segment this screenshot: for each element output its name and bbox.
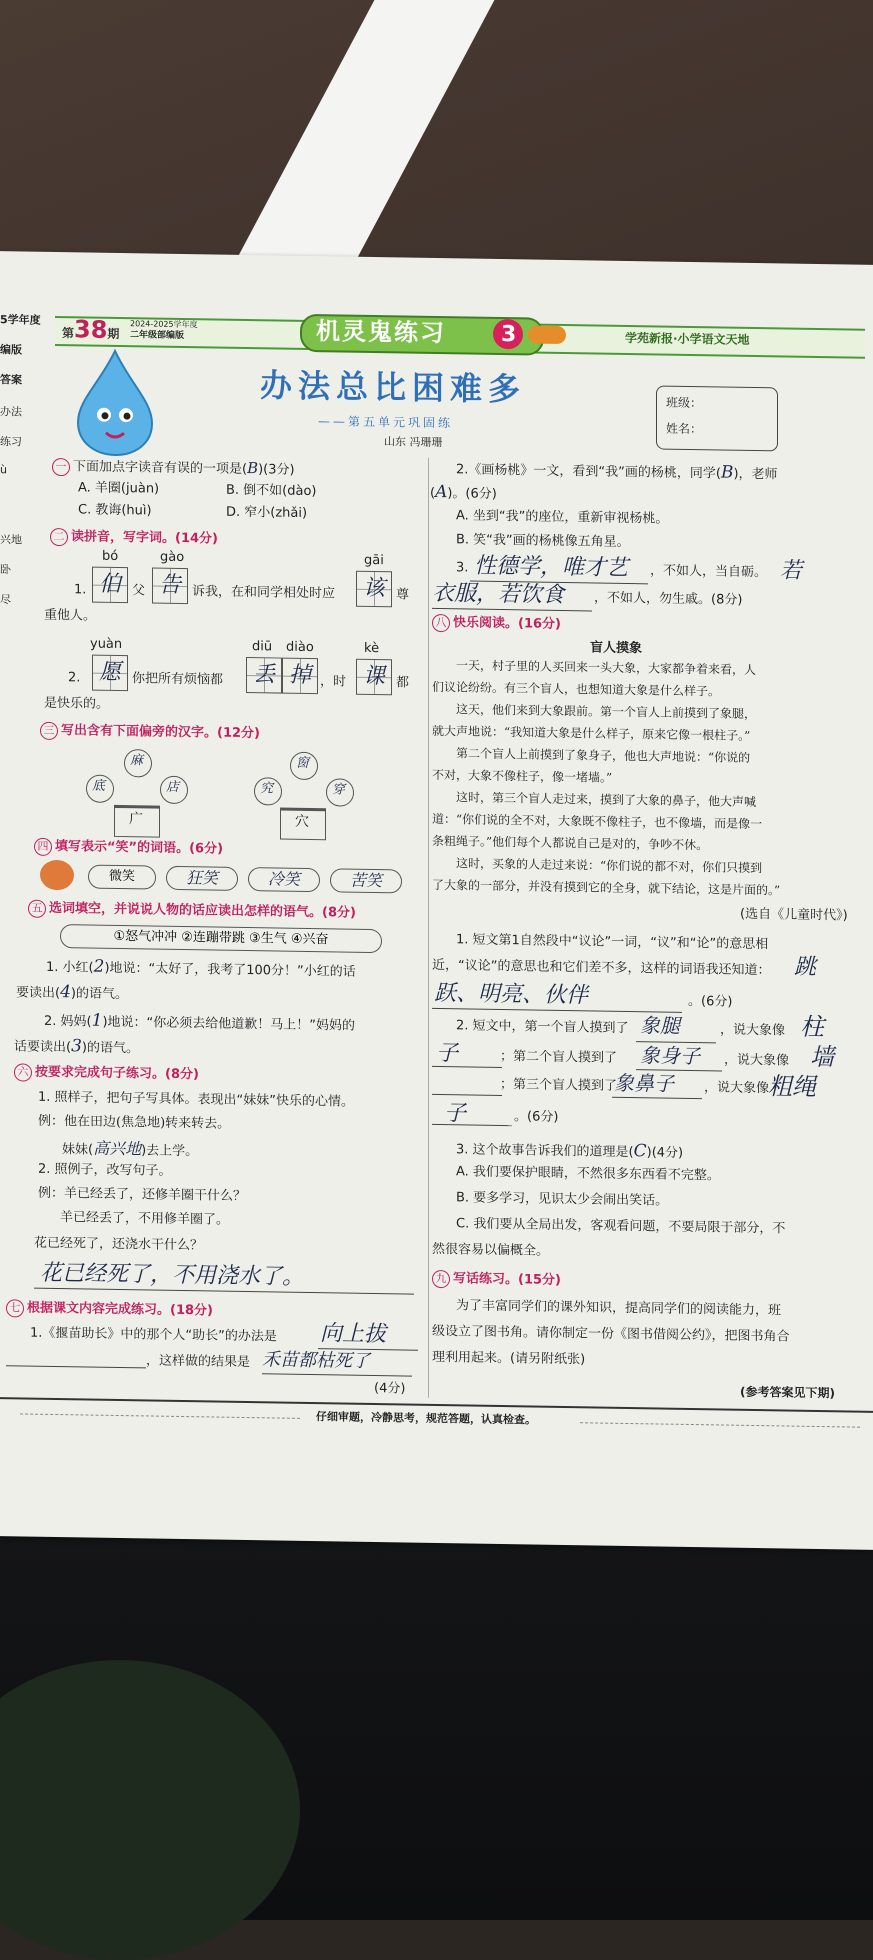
left-edge-fragment: 练习 (0, 435, 22, 449)
q9-number: 九 (432, 1270, 450, 1288)
q8-number: 八 (432, 614, 450, 632)
q1-text: 下面加点字读音有误的一项是( (73, 459, 248, 478)
story-title: 盲人摸象 (590, 640, 643, 657)
q9-l2: 级设立了图书角。请你制定一份《图书借阅公约》，把图书角合 (432, 1323, 790, 1345)
q7-ans1: 向上拔 (320, 1321, 387, 1348)
r3-ans: C (633, 1141, 647, 1162)
q6-ans1-b: 高兴地 (93, 1138, 142, 1159)
q6-text: 按要求完成句子练习。(8分) (35, 1064, 199, 1083)
left-edge-fragment: 编版 (0, 343, 22, 357)
r-q7-3-ans2: 若 (780, 558, 803, 584)
grade-edition: 二年级部编版 (130, 330, 185, 342)
story-line: 们议论纷纷。有三个盲人，也想知道大象是什么样子。 (432, 679, 721, 699)
q1-option-c: C. 教诲(huì) (78, 502, 152, 519)
story-line: 第二个盲人上前摸到了象身子，他也大声地说：“你说的 (456, 746, 751, 765)
q1-number: 一 (52, 458, 70, 476)
r2-ans3: 子 (436, 1040, 459, 1067)
q5-s1b (16, 981, 128, 1004)
r1-end: 。(6分) (688, 993, 733, 1010)
q5-s2b-a: 话要读出( (14, 1039, 72, 1056)
q2-pinyin-diao: diào (286, 639, 314, 656)
worksheet (0, 251, 873, 1550)
q5-s1b-a: 要读出( (16, 985, 61, 1002)
r-opt-a: A. 坐到“我”的座位，重新审视杨桃。 (456, 508, 669, 527)
q6-ans2: 花已经死了，不用浇水了。 (40, 1260, 305, 1290)
left-edge-fragment: ù (0, 463, 7, 477)
q5-s2-a: 2. 妈妈( (44, 1013, 92, 1030)
q2-text: 读拼音，写字词。(14分) (71, 529, 218, 547)
r-q7-2b-a: ( (430, 485, 436, 501)
left-edge-fragment: 卧 (0, 563, 11, 577)
r-q7-3-ans1: 性德学，唯才艺 (474, 553, 629, 582)
q3-number: 三 (40, 722, 58, 740)
q2-pinyin-yuan: yuàn (90, 636, 123, 653)
flower-right-3-char: 穿 (332, 782, 346, 798)
r2-d: ，说大象像 (724, 1052, 790, 1069)
q5-s2-b: )地说：“你必须去给他道歉！马上！”妈妈的 (102, 1014, 355, 1034)
q4-word-3: 冷笑 (248, 867, 320, 892)
q2-pinyin-gao: gào (160, 549, 185, 566)
r2-ans5: 墙 (810, 1042, 834, 1072)
q7-line3 (262, 1373, 412, 1376)
flower-left-2-char: 底 (92, 778, 106, 794)
q1-option-d: D. 窄小(zhǎi) (226, 504, 308, 521)
q6-ans1 (62, 1138, 198, 1160)
flower-left-3-char: 店 (166, 779, 180, 795)
week-number: 38 (74, 315, 108, 344)
q5-s1-b: )地说：“太好了，我考了100分！”小红的话 (104, 960, 356, 980)
publisher-name: 学苑新报·小学语文天地 (625, 330, 750, 347)
footer-dash-left (20, 1413, 300, 1418)
q2-line2-a: 你把所有烦恼都 (132, 671, 224, 688)
q2-char-ke: 课 (363, 663, 386, 690)
r-q7-3-line2 (432, 608, 592, 612)
q4-word-4: 苦笑 (330, 868, 402, 893)
q1-prompt (52, 456, 295, 480)
water-drop-mascot-icon (70, 346, 160, 457)
footer-motto: 仔细审题，冷静思考，规范答题，认真检查。 (316, 1410, 536, 1427)
q5-s1 (46, 956, 356, 982)
left-edge-fragment: 答案 (0, 373, 22, 387)
q5-s2b (14, 1035, 139, 1058)
banner-title: 机灵鬼练习 (316, 317, 446, 348)
q1-answer: B (247, 459, 259, 478)
r-q7-2b-ans: A (435, 481, 448, 503)
q6-q2: 花已经死了，还浇水干什么？ (34, 1235, 204, 1254)
left-edge-fragment: 兴地 (0, 533, 22, 547)
q6-ans1-c: )去上学。 (141, 1143, 199, 1160)
q6-ex2b: 羊已经丢了，不用修羊圈了。 (60, 1210, 230, 1228)
q2-char-diu: 丢 (253, 662, 276, 688)
r2-ans4: 象身子 (640, 1043, 700, 1069)
r3-opt-c2: 然很容易以偏概全。 (432, 1241, 550, 1259)
r2-line4 (432, 1094, 502, 1096)
q5-number: 五 (28, 900, 46, 918)
r2-c: ；第二个盲人摸到了 (500, 1048, 618, 1066)
story-line: 不对，大象不像柱子，像一堵墙。” (432, 767, 613, 785)
r3-opt-a: A. 我们要保护眼睛，不然很多东西看不完整。 (456, 1164, 720, 1184)
story-line: 这时，第三个盲人走过来，摸到了大象的鼻子，他大声喊 (456, 790, 757, 810)
r2-line2 (432, 1066, 502, 1068)
flower-right-2-char: 究 (260, 781, 274, 797)
q6-prompt (14, 1063, 199, 1084)
story-body (432, 658, 862, 898)
q2-number: 二 (50, 528, 68, 546)
story-line: 就大声地说：“我知道大象是什么样子，原来它像一根柱子。” (432, 723, 751, 743)
q6-ex2a: 例：羊已经丢了，还修羊圈干什么？ (38, 1185, 247, 1205)
story-line: 了大象的一部分，并没有摸到它的全身，就下结论，这是片面的。” (432, 877, 781, 898)
q4-number: 四 (34, 838, 52, 856)
q5-s2-ans: 1 (91, 1010, 103, 1031)
q4-word-2: 狂笑 (166, 866, 238, 891)
q7-score: (4分) (374, 1381, 406, 1397)
r-q7-2-b: )，老师 (733, 466, 778, 483)
q3-text: 写出含有下面偏旁的汉字。(12分) (61, 723, 260, 742)
r2-ans2: 柱 (800, 1012, 824, 1042)
flower-right-1-char: 窗 (296, 755, 310, 771)
story-line: 道：“你们说的全不对，大象既不像柱子，也不像墙，而是像一 (432, 811, 763, 832)
story-source: (选自《儿童时代》) (740, 906, 848, 924)
r-q7-2-ans: B (720, 462, 734, 483)
q6-ans1-a: 妹妹( (62, 1142, 94, 1158)
q2-line2-b: ，时 (320, 674, 347, 690)
r2-e: ；第三个盲人摸到了 (500, 1076, 618, 1094)
q6-p2: 2. 照例子，改写句子。 (38, 1161, 172, 1179)
q2-char-yuan: 愿 (99, 659, 122, 686)
footer-dash-right (580, 1422, 860, 1427)
class-label: 班级： (666, 395, 703, 411)
r2-g: 。(6分) (514, 1109, 559, 1125)
q2-pinyin-diu: diū (252, 639, 273, 655)
r2-a: 2. 短文中，第一个盲人摸到了 (456, 1018, 629, 1037)
left-edge-fragment: 尽 (0, 593, 11, 607)
r-q7-2b-b: )。(6分) (447, 486, 497, 502)
left-edge-fragment: 办法 (0, 405, 22, 419)
q1-score: )(3分) (258, 462, 295, 478)
q1-option-a: A. 羊圈(juàn) (78, 480, 160, 497)
story-line: 条粗绳子。”他们每个人都说自己是对的，争吵不休。 (432, 833, 709, 853)
week-suffix: 期 (107, 326, 120, 342)
q9-l3: 理利用起来。(请另附纸张) (432, 1349, 586, 1368)
q7-prompt (6, 1299, 213, 1320)
q6-number: 六 (14, 1063, 32, 1081)
r-q7-3-mid: ，不如人，当自砺。 (650, 563, 768, 581)
answer-note: (参考答案见下期) (740, 1384, 835, 1401)
r2-b: ，说大象像 (720, 1022, 786, 1039)
r3-b: )(4分) (646, 1145, 684, 1161)
author: 山东 冯珊珊 (384, 435, 443, 450)
r-q7-3-num: 3. (456, 560, 469, 576)
q2-pinyin-gai: gāi (364, 552, 384, 569)
q5-text: 选词填空，并说说人物的话应读出怎样的语气。(8分) (49, 900, 356, 921)
worksheet-title: 办法总比困难多 (260, 366, 527, 409)
r-q7-2-a: 2.《画杨桃》一文，看到“我”画的杨桃，同学( (456, 462, 721, 482)
r-q7-2 (456, 458, 778, 484)
pot-right-radical: 穴 (295, 813, 309, 830)
q5-prompt (28, 900, 356, 923)
school-year: 2024-2025学年度 (130, 319, 198, 330)
column-divider (428, 458, 429, 1398)
q5-s1b-b: )的语气。 (70, 986, 128, 1003)
q5-s2b-ans: 3 (71, 1036, 82, 1057)
r2-line5 (612, 1097, 702, 1099)
left-edge-fragment: 5学年度 (0, 313, 41, 327)
q4-word-1: 微笑 (88, 865, 156, 890)
q5-options: ①怒气冲冲 ②连蹦带跳 ③生气 ④兴奋 (60, 924, 382, 953)
r2-ans8: 子 (444, 1101, 467, 1127)
q2-char-bo: 伯 (99, 571, 122, 598)
left-edge-fragments (0, 313, 41, 607)
r2-ans6: 象鼻子 (614, 1070, 674, 1096)
q2-char-gao: 告 (159, 572, 182, 598)
week-prefix: 第 (62, 326, 75, 341)
r1-line-b: 近，“议论”的意思也和它们差不多，这样的词语我还知道： (432, 957, 771, 979)
q6-ex1: 例：他在田边(焦急地)转来转去。 (38, 1113, 231, 1132)
r-q7-2b (430, 482, 497, 504)
r3-a: 3. 这个故事告诉我们的道理是( (456, 1142, 634, 1161)
q2-line1-b: 诉我，在和同学相处时应 (192, 584, 336, 602)
q7-ans2: 禾苗都枯死了 (262, 1349, 370, 1372)
child-mascot-icon (40, 860, 74, 891)
pot-left-radical: 广 (129, 811, 143, 828)
q5-s1-ans: 2 (93, 956, 105, 977)
q6-p1: 1. 照样子，把句子写具体。表现出“妹妹”快乐的心情。 (38, 1089, 355, 1110)
q2-line2-num: 2. (68, 670, 81, 686)
ant-mascot-icon (528, 325, 566, 344)
q2-line1-a: 父 (132, 583, 146, 599)
story-line: 这时，买象的人走过来说：“你们说的都不对，你们只摸到 (456, 856, 763, 876)
q2-line1-end: 重他人。 (44, 607, 97, 624)
q3-prompt (40, 722, 260, 743)
week-label (62, 314, 119, 345)
q5-s1-a: 1. 小红( (46, 959, 94, 976)
q2-line2-c: 都 (396, 675, 410, 691)
worksheet-subtitle: ——第五单元巩固练 (318, 414, 454, 431)
q2-prompt (50, 528, 218, 549)
q2-char-gai: 该 (363, 575, 386, 602)
q4-prompt (34, 838, 223, 859)
r2-ans1: 象腿 (640, 1013, 680, 1038)
r3-opt-c1: C. 我们要从全局出发，客观看问题，不要局限于部分，不 (456, 1216, 786, 1237)
q2-char-diao: 掉 (289, 662, 312, 689)
q8-prompt (432, 614, 561, 634)
r-q7-3-ans3: 衣服，若饮食 (432, 580, 565, 609)
q1-option-b: B. 倒不如(dào) (226, 482, 317, 500)
r1-ans2: 跃、明亮、伙伴 (434, 980, 589, 1009)
story-line: 一天，村子里的人买回来一头大象，大家都争着来看，人 (456, 658, 757, 678)
r-opt-b: B. 笑“我”画的杨桃像五角星。 (456, 532, 630, 551)
r1-ans1: 跳 (794, 954, 817, 980)
q7-number: 七 (6, 1299, 24, 1317)
q5-s2b-b: )的语气。 (81, 1040, 139, 1057)
q9-text: 写话练习。(15分) (453, 1271, 561, 1288)
q9-l1: 为了丰富同学们的课外知识，提高同学们的阅读能力，班 (456, 1298, 782, 1319)
r3-opt-b: B. 要多学习，见识太少会闹出笑话。 (456, 1190, 669, 1209)
q9-prompt (432, 1270, 561, 1290)
r1-line-a: 1. 短文第1自然段中“议论”一词，“议”和“论”的意思相 (456, 932, 769, 953)
q7-s1: 1.《揠苗助长》中的那个人“助长”的办法是 (30, 1325, 277, 1345)
story-line: 这天，他们来到大象跟前。第一个盲人上前摸到了象腿， (456, 702, 757, 722)
flower-left-1-char: 麻 (130, 753, 144, 769)
q2-line2-end: 是快乐的。 (44, 695, 110, 712)
q2-line1-num: 1. (74, 582, 87, 598)
q7-line2 (6, 1365, 146, 1368)
r2-f: ，说大象像 (704, 1080, 770, 1097)
banner-number: 3 (501, 322, 517, 348)
name-label: 姓名： (666, 421, 703, 437)
q8-text: 快乐阅读。(16分) (453, 615, 561, 632)
q5-s2 (44, 1010, 355, 1036)
q7-text: 根据课文内容完成练习。(18分) (27, 1300, 213, 1319)
q4-text: 填写表示“笑”的词语。(6分) (55, 839, 224, 857)
q2-pinyin-ke: kè (364, 640, 380, 657)
q2-pinyin-bo: bó (102, 548, 119, 565)
r3 (456, 1138, 683, 1163)
r2-ans7: 粗绳 (768, 1072, 816, 1101)
q7-s1b: ，这样做的结果是 (146, 1353, 251, 1371)
q5-s1b-ans: 4 (60, 982, 71, 1003)
q2-line1-c: 尊 (396, 587, 410, 603)
r-q7-3-end: ，不如人，勿生戚。(8分) (594, 590, 743, 608)
